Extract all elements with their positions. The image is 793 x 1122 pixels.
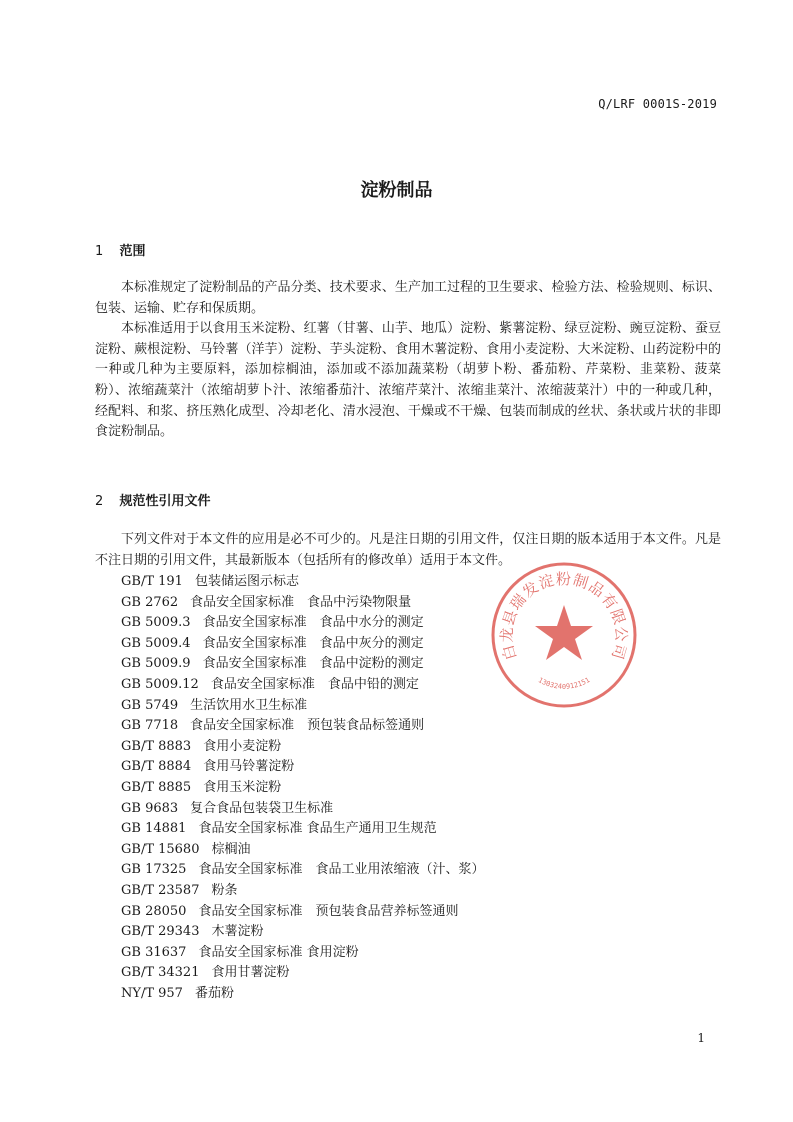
section-1-heading — [95, 240, 146, 259]
reference-code: GB/T 8884 — [121, 759, 192, 775]
reference-item — [121, 716, 484, 737]
reference-title: 食用马铃薯淀粉 — [203, 759, 295, 775]
company-seal — [489, 560, 639, 710]
reference-title: 包装储运图示标志 — [194, 574, 299, 589]
reference-item — [121, 963, 484, 984]
reference-title: 食品安全国家标准 预包装食品营养标签通则 — [198, 903, 459, 919]
reference-code: GB 28050 — [121, 903, 187, 919]
reference-code: GB 17325 — [121, 862, 187, 878]
paragraph: 下列文件对于本文件的应用是必不可少的。凡是注日期的引用文件，仅注日期的版本适用于本文件。凡是不注日期的引用文件，其最新版本（包括所有的修改单）适用于本文件。 — [95, 532, 721, 568]
section-1-body — [95, 278, 721, 443]
reference-item — [121, 922, 484, 943]
reference-code: GB/T 15680 — [121, 841, 200, 857]
reference-title: 食用玉米淀粉 — [203, 779, 282, 795]
reference-code: GB/T 191 — [121, 574, 183, 589]
reference-item — [121, 943, 484, 964]
reference-code: GB/T 29343 — [121, 924, 200, 940]
reference-code: GB/T 34321 — [121, 965, 200, 981]
reference-item — [121, 696, 484, 717]
reference-code: GB 31637 — [121, 944, 187, 960]
reference-title: 食品安全国家标准 食品中灰分的测定 — [202, 635, 424, 651]
reference-title: 番茄粉 — [194, 985, 234, 1001]
reference-title: 食品安全国家标准 食用淀粉 — [198, 944, 359, 960]
section-2-heading — [95, 490, 211, 509]
reference-title: 粉条 — [211, 882, 238, 898]
reference-item — [121, 840, 484, 861]
reference-code: GB/T 8883 — [121, 738, 192, 754]
reference-code: GB 5009.3 — [121, 615, 191, 631]
reference-title: 木薯淀粉 — [211, 924, 264, 940]
reference-title: 生活饮用水卫生标准 — [190, 697, 308, 713]
reference-code: GB 5749 — [121, 697, 179, 713]
reference-code: GB 5009.9 — [121, 656, 191, 672]
reference-code: GB 5009.12 — [121, 676, 199, 692]
reference-code: GB 2762 — [121, 594, 179, 610]
reference-item — [121, 593, 484, 614]
reference-code: GB 14881 — [121, 821, 187, 837]
reference-title: 食品安全国家标准 预包装食品标签通则 — [190, 718, 425, 734]
section-title: 范围 — [119, 244, 146, 259]
page-title: 淀粉制品 — [360, 180, 433, 201]
paragraph: 本标准适用于以食用玉米淀粉、红薯（甘薯、山芋、地瓜）淀粉、紫薯淀粉、绿豆淀粉、豌豆淀粉、蚕豆淀粉、蕨根淀粉、马铃薯（洋芋）淀粉、芋头淀粉、食用木薯淀粉、食用小麦淀粉、大米淀粉、山药淀粉中的一种或几种为主要原料，添加棕榈油，添加或不添加蔬菜粉（胡萝卜粉、番茄粉、芹菜粉、韭菜粉、菠菜粉）、浓缩蔬菜汁（浓缩胡萝卜汁、浓缩番茄汁、浓缩芹菜汁、浓缩韭菜汁、浓缩菠菜汁）中的一种或几种，经配料、和浆、挤压熟化成型、冷却老化、清水浸泡、干燥或不干燥、包装而制成的丝状、条状或片状的非即食淀粉制品。 — [95, 321, 721, 440]
reference-item — [121, 613, 484, 634]
seal-text: 白龙县瑞发淀粉制品有限公司 — [497, 570, 631, 663]
section-title: 规范性引用文件 — [119, 494, 211, 509]
reference-title: 复合食品包装袋卫生标准 — [190, 800, 334, 816]
reference-title: 食品安全国家标准 食品生产通用卫生规范 — [198, 821, 437, 837]
reference-item — [121, 799, 484, 820]
reference-title: 棕榈油 — [211, 841, 251, 857]
reference-code: GB 5009.4 — [121, 635, 191, 651]
reference-list — [121, 572, 484, 1004]
reference-item — [121, 778, 484, 799]
paragraph: 本标准规定了淀粉制品的产品分类、技术要求、生产加工过程的卫生要求、检验方法、检验规则、标识、包装、运输、贮存和保质期。 — [95, 280, 721, 316]
reference-item — [121, 819, 484, 840]
reference-item — [121, 757, 484, 778]
reference-title: 食品安全国家标准 食品中污染物限量 — [190, 594, 412, 610]
reference-item — [121, 675, 484, 696]
reference-item — [121, 860, 484, 881]
reference-item — [121, 654, 484, 675]
reference-code: NY/T 957 — [121, 985, 183, 1001]
reference-title: 食品安全国家标准 食品中淀粉的测定 — [202, 656, 424, 672]
reference-item — [121, 634, 484, 655]
reference-item — [121, 984, 484, 1005]
reference-title: 食品安全国家标准 食品中铅的测定 — [210, 676, 419, 692]
reference-code: GB/T 8885 — [121, 779, 192, 795]
section-number: 2 — [95, 494, 104, 509]
reference-title: 食品安全国家标准 食品中水分的测定 — [202, 615, 424, 631]
reference-code: GB 9683 — [121, 800, 179, 816]
reference-item — [121, 572, 484, 593]
reference-title: 食用甘薯淀粉 — [211, 965, 290, 981]
seal-number: 1303240912151 — [536, 676, 592, 691]
reference-item — [121, 881, 484, 902]
document-code: Q/LRF 0001S-2019 — [598, 97, 717, 111]
reference-title: 食品安全国家标准 食品工业用浓缩液（汁、浆） — [198, 862, 485, 878]
reference-code: GB/T 23587 — [121, 882, 200, 898]
reference-code: GB 7718 — [121, 718, 179, 734]
reference-item — [121, 737, 484, 758]
page-number: 1 — [697, 1031, 705, 1045]
reference-title: 食用小麦淀粉 — [203, 738, 282, 754]
section-number: 1 — [95, 244, 104, 259]
reference-item — [121, 902, 484, 923]
star-icon — [535, 605, 593, 660]
